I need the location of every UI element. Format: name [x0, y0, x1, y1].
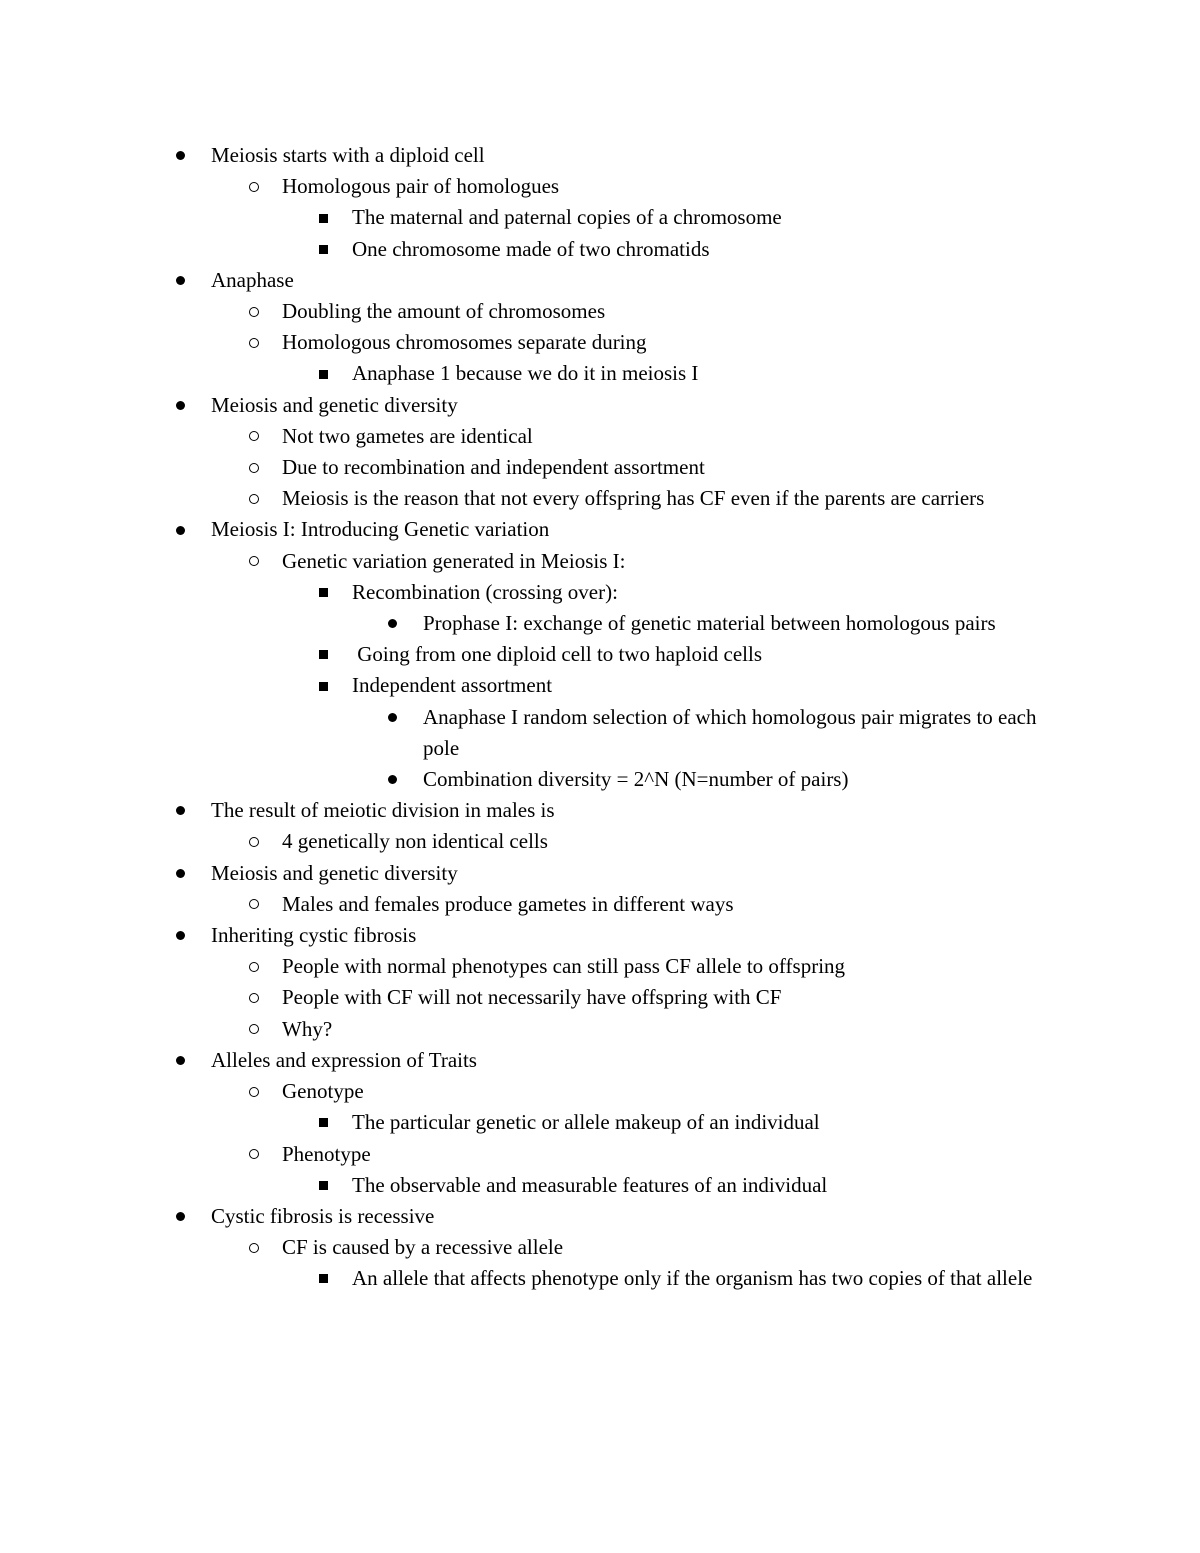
list-item-level-0 — [211, 1201, 1071, 1232]
list-item-level-3 — [423, 608, 1063, 639]
list-item-text: Meiosis and genetic diversity — [211, 392, 458, 417]
list-item-text: Homologous chromosomes separate during — [282, 330, 647, 355]
circle-bullet-icon — [244, 483, 264, 514]
list-item-level-1 — [282, 452, 1062, 483]
list-item-text: Doubling the amount of chromosomes — [282, 299, 606, 324]
list-item-level-3 — [423, 702, 1063, 764]
list-item-text: Meiosis starts with a diploid cell — [211, 143, 485, 167]
list-item-level-1 — [282, 889, 1062, 920]
list-item-level-2 — [352, 670, 1064, 701]
circle-bullet-icon — [244, 1232, 264, 1263]
list-item-level-0 — [211, 514, 1071, 545]
list-item-level-0 — [211, 265, 1071, 296]
list-item-text: Phenotype — [282, 1141, 371, 1166]
disc-bullet-icon — [170, 140, 190, 171]
list-item-text: 4 genetically non identical cells — [282, 829, 548, 854]
disc-bullet-icon — [382, 608, 402, 639]
list-item-level-1 — [282, 171, 1062, 202]
list-item-level-0 — [211, 858, 1071, 889]
list-item-text: Genetic variation generated in Meiosis I: — [282, 548, 626, 573]
circle-bullet-icon — [244, 452, 264, 483]
list-item-text: Homologous pair of homologues — [282, 174, 560, 199]
square-bullet-icon — [313, 639, 333, 670]
square-bullet-icon — [313, 577, 333, 608]
disc-bullet-icon — [170, 920, 190, 951]
list-item-text: CF is caused by a recessive allele — [282, 1235, 564, 1260]
disc-bullet-icon — [170, 858, 190, 889]
disc-bullet-icon — [170, 1201, 190, 1232]
list-item-text: The particular genetic or allele makeup of an individual — [352, 1110, 820, 1135]
circle-bullet-icon — [244, 171, 264, 202]
square-bullet-icon — [313, 1263, 333, 1294]
disc-bullet-icon — [170, 514, 190, 545]
list-item-level-1 — [282, 1014, 1062, 1045]
list-item-text: One chromosome made of two chromatids — [352, 236, 710, 261]
list-item-level-0 — [211, 795, 1071, 826]
list-item-level-2 — [352, 202, 1064, 233]
list-item-text: Combination diversity = 2^N (N=number of pairs) — [423, 767, 849, 792]
list-item-text: Prophase I: exchange of genetic material between homologous pairs — [423, 611, 996, 636]
list-item-level-0 — [211, 390, 1071, 421]
notes-list — [0, 140, 1200, 1295]
circle-bullet-icon — [244, 296, 264, 327]
list-item-level-2 — [352, 639, 1064, 670]
list-item-level-1 — [282, 1139, 1062, 1170]
list-item-text: Due to recombination and independent assortment — [282, 455, 705, 480]
list-item-text: Alleles and expression of Traits — [211, 1047, 477, 1072]
list-item-level-1 — [282, 1232, 1062, 1263]
list-item-text: Why? — [282, 1016, 333, 1041]
disc-bullet-icon — [382, 702, 402, 733]
list-item-text: Genotype — [282, 1079, 364, 1104]
circle-bullet-icon — [244, 1014, 264, 1045]
circle-bullet-icon — [244, 421, 264, 452]
list-item-level-1 — [282, 546, 1062, 577]
list-item-level-0 — [211, 920, 1071, 951]
list-item-text: The result of meiotic division in males is — [211, 798, 555, 823]
list-item-text: The observable and measurable features of an individual — [352, 1172, 828, 1197]
list-item-level-2 — [352, 1170, 1064, 1201]
circle-bullet-icon — [244, 1076, 264, 1107]
list-item-level-1 — [282, 421, 1062, 452]
disc-bullet-icon — [170, 1045, 190, 1076]
list-item-level-0 — [211, 140, 1071, 171]
list-item-text: People with CF will not necessarily have offspring with CF — [282, 985, 782, 1010]
square-bullet-icon — [313, 1170, 333, 1201]
disc-bullet-icon — [170, 795, 190, 826]
list-item-level-2 — [352, 358, 1064, 389]
list-item-level-3 — [423, 764, 1063, 795]
list-item-text: Independent assortment — [352, 673, 553, 698]
list-item-text: An allele that affects phenotype only if the organism has two copies of that allele — [352, 1266, 1033, 1291]
list-item-text: Meiosis I: Introducing Genetic variation — [211, 517, 550, 542]
list-item-text: Males and females produce gametes in different ways — [282, 891, 734, 916]
list-item-level-1 — [282, 826, 1062, 857]
list-item-text: Anaphase 1 because we do it in meiosis I — [352, 361, 699, 386]
circle-bullet-icon — [244, 327, 264, 358]
circle-bullet-icon — [244, 826, 264, 857]
list-item-level-1 — [282, 1076, 1062, 1107]
list-item-text: The maternal and paternal copies of a chromosome — [352, 205, 782, 230]
disc-bullet-icon — [382, 764, 402, 795]
circle-bullet-icon — [244, 889, 264, 920]
list-item-text: Recombination (crossing over): — [352, 579, 618, 604]
square-bullet-icon — [313, 358, 333, 389]
list-item-text: Anaphase — [211, 267, 294, 292]
list-item-level-1 — [282, 483, 1062, 514]
list-item-text: Inheriting cystic fibrosis — [211, 923, 417, 948]
list-item-text: Going from one diploid cell to two haploid cells — [352, 642, 763, 667]
list-item-text: Meiosis and genetic diversity — [211, 860, 458, 885]
square-bullet-icon — [313, 202, 333, 233]
circle-bullet-icon — [244, 982, 264, 1013]
list-item-text: Not two gametes are identical — [282, 423, 533, 448]
list-item-level-2 — [352, 1107, 1064, 1138]
list-item-level-1 — [282, 296, 1062, 327]
list-item-text: People with normal phenotypes can still pass CF allele to offspring — [282, 954, 846, 979]
list-item-level-2 — [352, 234, 1064, 265]
list-item-level-1 — [282, 982, 1062, 1013]
list-item-text: Meiosis is the reason that not every offspring has CF even if the parents are carriers — [282, 486, 985, 511]
list-item-level-2 — [352, 577, 1064, 608]
circle-bullet-icon — [244, 546, 264, 577]
disc-bullet-icon — [170, 265, 190, 296]
disc-bullet-icon — [170, 390, 190, 421]
list-item-level-0 — [211, 1045, 1071, 1076]
square-bullet-icon — [313, 1107, 333, 1138]
square-bullet-icon — [313, 234, 333, 265]
circle-bullet-icon — [244, 1139, 264, 1170]
circle-bullet-icon — [244, 951, 264, 982]
list-item-text: Anaphase I random selection of which homologous pair migrates to each pole — [423, 704, 1042, 760]
document-page — [0, 140, 1200, 1295]
list-item-level-2 — [352, 1263, 1064, 1294]
list-item-level-1 — [282, 327, 1062, 358]
list-item-level-1 — [282, 951, 1062, 982]
list-item-text: Cystic fibrosis is recessive — [211, 1203, 435, 1228]
square-bullet-icon — [313, 670, 333, 701]
